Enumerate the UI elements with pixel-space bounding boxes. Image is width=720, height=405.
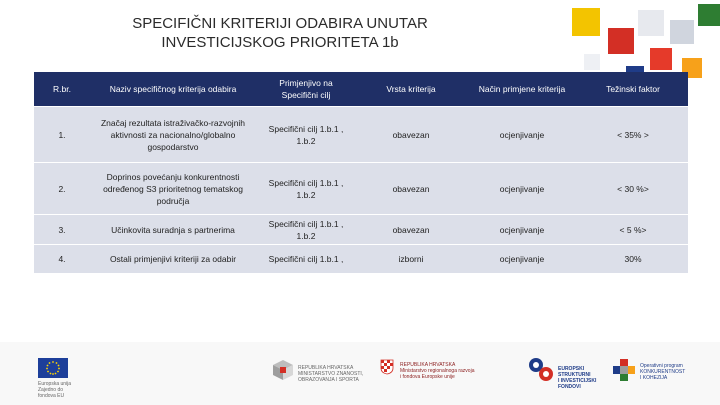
eu-flag-icon [38, 358, 68, 378]
cell-vrsta: obavezan [356, 163, 466, 215]
cell-primjenjivo: Specifični cilj 1.b.1 , [256, 245, 356, 273]
op-line-2: KONKURENTNOST [640, 369, 686, 375]
eu-logo-line-2: Zajedno do fondova EU [38, 387, 65, 399]
ministry-science-logo-icon [272, 359, 294, 381]
table-row [34, 163, 688, 215]
table-row [34, 245, 688, 273]
cell-primjenjivo: Specifični cilj 1.b.1 , 1.b.2 [256, 107, 356, 163]
esif-text [558, 366, 612, 390]
cell-tezinski: 30% [578, 245, 688, 273]
cell-nacin: ocjenjivanje [466, 163, 578, 215]
table-header-row [34, 72, 688, 107]
header-naziv: Naziv specifičnog kriterija odabira [90, 72, 256, 107]
cell-rbr: 4. [34, 245, 90, 273]
ministry-regional-line-1: REPUBLIKA HRVATSKA [400, 362, 456, 368]
slide-title-line-2: INVESTICIJSKOG PRIORITETA 1b [161, 34, 399, 51]
criteria-table [34, 72, 688, 273]
cell-vrsta: obavezan [356, 107, 466, 163]
header-tezinski: Težinski faktor [578, 72, 688, 107]
slide-title [70, 14, 490, 52]
operational-programme-logo-icon [612, 358, 636, 382]
ministry-regional-line-3: i fondova Europske unije [400, 374, 455, 380]
header-primjenjivo: Primjenjivo na Specifični cilj [256, 72, 356, 107]
op-line-3: I KOHEZIJA [640, 375, 668, 381]
cell-rbr: 3. [34, 215, 90, 245]
eu-logo-text [38, 381, 78, 399]
ministry-science-line-1: REPUBLIKA HRVATSKA [298, 365, 354, 371]
ministry-regional-line-2: Ministarstvo regionalnoga razvoja [400, 368, 475, 374]
cell-primjenjivo: Specifični cilj 1.b.1 , 1.b.2 [256, 215, 356, 245]
cell-naziv: Doprinos povećanju konkurentnosti određenog S3 prioritetnog tematskog područja [90, 163, 256, 215]
cell-vrsta: izborni [356, 245, 466, 273]
cell-vrsta: obavezan [356, 215, 466, 245]
op-line-1: Operativni program [640, 363, 683, 369]
cell-naziv: Značaj rezultata istraživačko-razvojnih aktivnosti za nacionalno/globalno gospodarstvo [90, 107, 256, 163]
header-rbr: R.br. [34, 72, 90, 107]
cell-nacin: ocjenjivanje [466, 245, 578, 273]
table-row [34, 215, 688, 245]
eu-logo-line-1: Europska unija [38, 381, 72, 387]
cell-tezinski: < 5 %> [578, 215, 688, 245]
ministry-regional-text [400, 362, 500, 380]
op-text [640, 363, 700, 381]
slide-title-line-1: SPECIFIČNI KRITERIJI ODABIRA UNUTAR [132, 15, 428, 32]
cell-naziv: Učinkovita suradnja s partnerima [90, 215, 256, 245]
esif-line-1: EUROPSKI STRUKTURNI [558, 366, 591, 378]
table-row [34, 107, 688, 163]
ministry-science-line-3: OBRAZOVANJA I SPORTA [298, 377, 359, 383]
esif-logo-icon [526, 355, 556, 385]
header-vrsta: Vrsta kriterija [356, 72, 466, 107]
cell-nacin: ocjenjivanje [466, 215, 578, 245]
cell-naziv: Ostali primjenjivi kriteriji za odabir [90, 245, 256, 273]
cell-tezinski: < 35% > [578, 107, 688, 163]
cell-tezinski: < 30 %> [578, 163, 688, 215]
croatian-coat-of-arms-icon [380, 358, 394, 375]
cell-rbr: 1. [34, 107, 90, 163]
cell-primjenjivo: Specifični cilj 1.b.1 , 1.b.2 [256, 163, 356, 215]
esif-line-2: I INVESTICIJSKI FONDOVI [558, 378, 597, 390]
ministry-science-line-2: MINISTARSTVO ZNANOSTI, [298, 371, 364, 377]
cell-nacin: ocjenjivanje [466, 107, 578, 163]
ministry-science-text [298, 365, 368, 383]
header-nacin: Način primjene kriterija [466, 72, 578, 107]
cell-rbr: 2. [34, 163, 90, 215]
